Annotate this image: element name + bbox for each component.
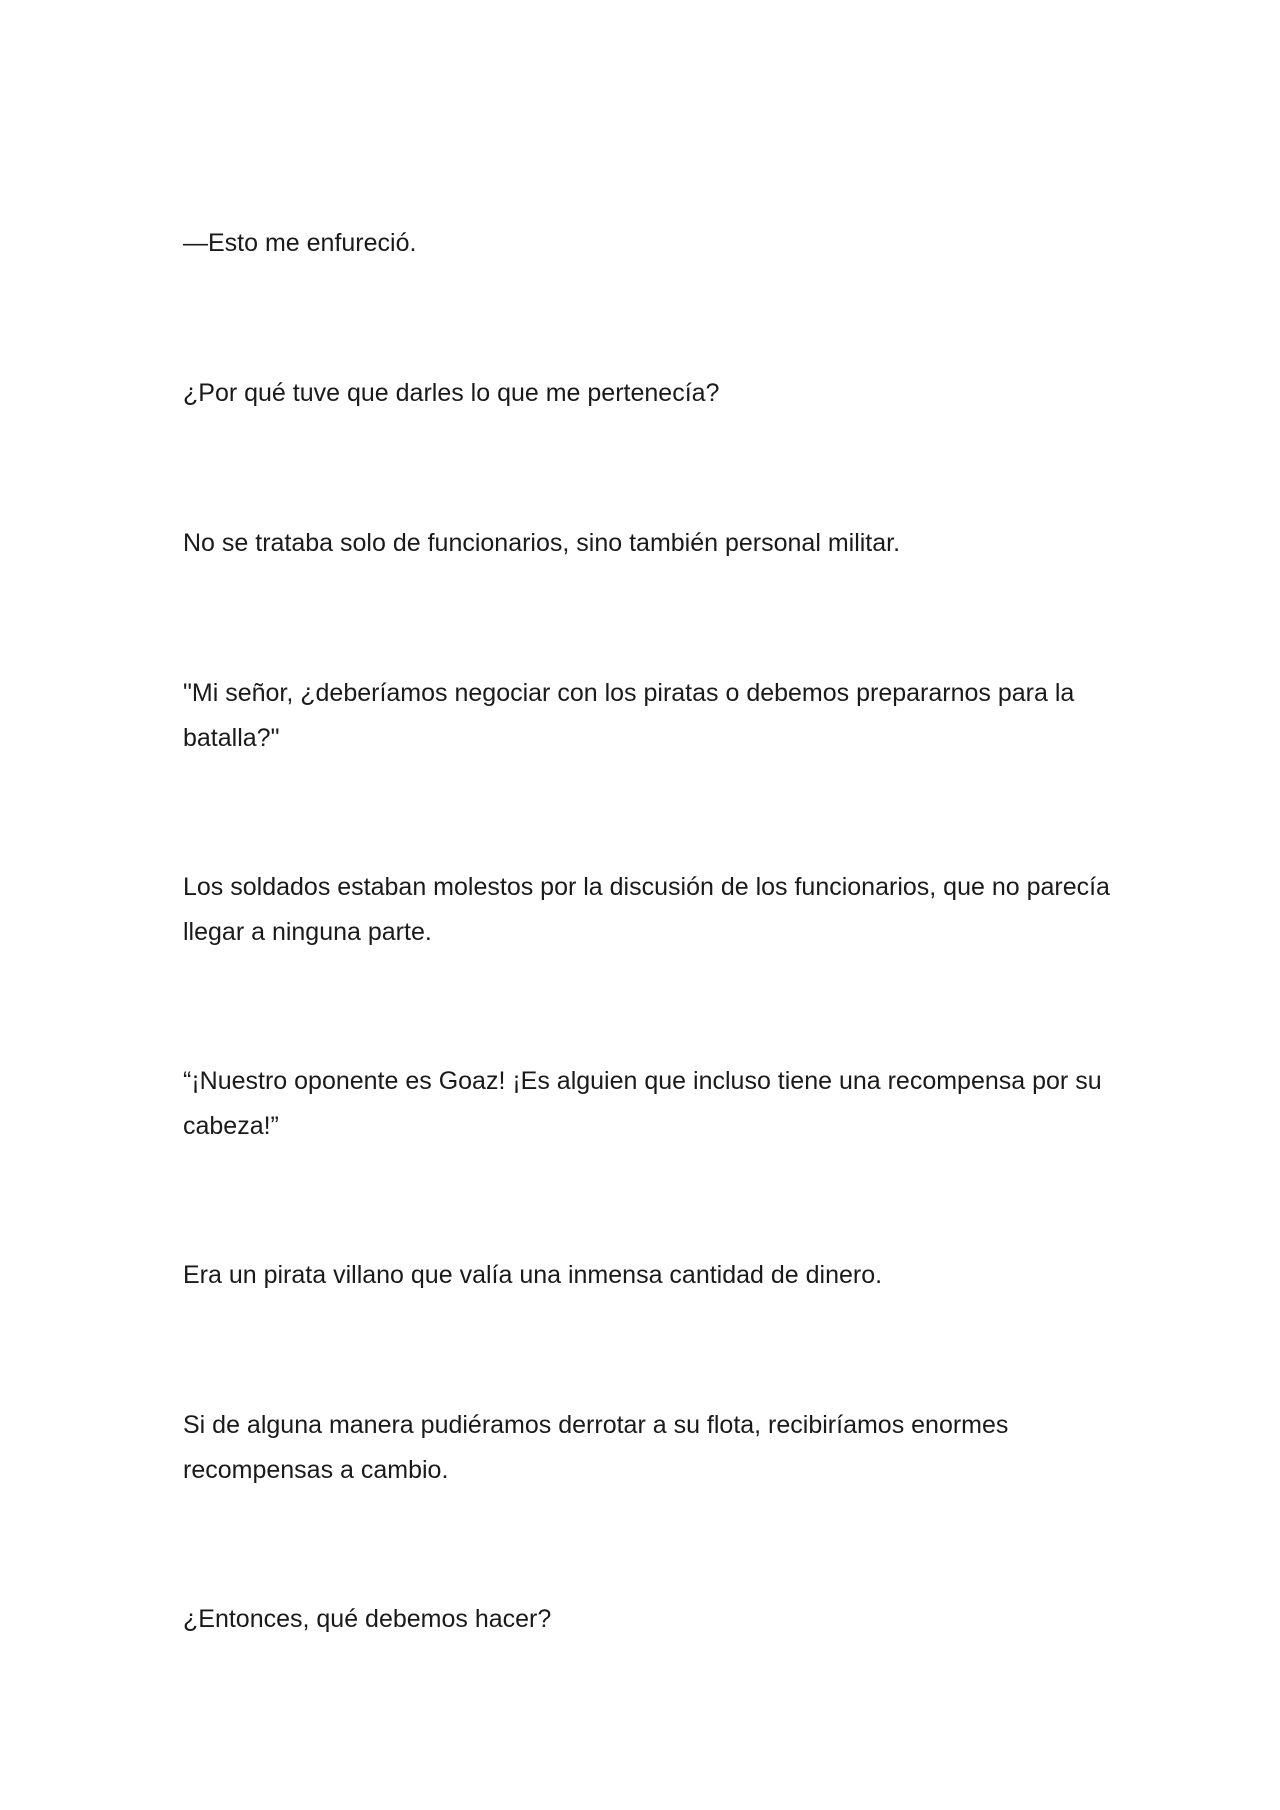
- paragraph: Si de alguna manera pudiéramos derrotar a su flota, recibiríamos enormes recompensas a cambio.: [183, 1411, 1009, 1484]
- paragraph: ¿Entonces, qué debemos hacer?: [183, 1605, 552, 1633]
- paragraph: “¡Nuestro oponente es Goaz! ¡Es alguien que incluso tiene una recompensa por su cabeza!”: [183, 1067, 1102, 1140]
- paragraph: Los soldados estaban molestos por la discusión de los funcionarios, que no parecía llegar a ninguna parte.: [183, 873, 1110, 946]
- paragraph: Era un pirata villano que valía una inmensa cantidad de dinero.: [183, 1261, 883, 1289]
- paragraph: —Esto me enfureció.: [183, 229, 417, 257]
- paragraph: "Mi señor, ¿deberíamos negociar con los piratas o debemos prepararnos para la batalla?": [183, 679, 1075, 752]
- paragraph: No se trataba solo de funcionarios, sino también personal militar.: [183, 529, 901, 557]
- paragraph: ¿Por qué tuve que darles lo que me pertenecía?: [183, 379, 720, 407]
